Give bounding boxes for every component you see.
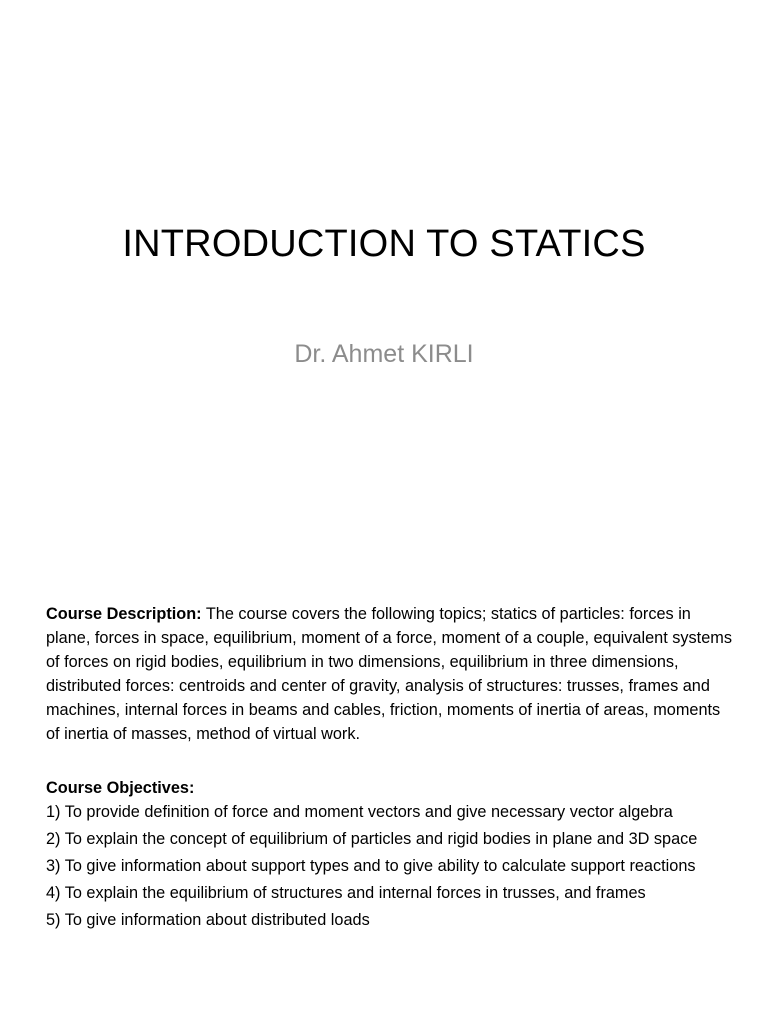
- course-description-text: The course covers the following topics; statics of particles: forces in plane, forces in space, equilibrium, moment of a force, moment of a couple, equivalent systems of forces on rigid bodies, equilibrium in two dimensions, equilibrium in three dimensions, distributed forces: centroids and center of gravity, analysis of structures: trusses, frames and machines, internal forces in beams and cables, friction, moments of inertia of areas, moments of inertia of masses, method of virtual work.: [46, 605, 732, 743]
- objective-item: 1) To provide definition of force and moment vectors and give necessary vector algebra: [46, 803, 673, 821]
- objective-item: 2) To explain the concept of equilibrium of particles and rigid bodies in plane and 3D space: [46, 830, 698, 848]
- objective-item: 5) To give information about distributed loads: [46, 911, 370, 929]
- course-objectives-label: Course Objectives:: [46, 779, 195, 797]
- slide-title: INTRODUCTION TO STATICS: [122, 223, 646, 265]
- objective-item: 4) To explain the equilibrium of structures and internal forces in trusses, and frames: [46, 884, 646, 902]
- course-description-label: Course Description:: [46, 605, 202, 623]
- slide-author: Dr. Ahmet KIRLI: [294, 340, 474, 368]
- course-description: [46, 602, 736, 746]
- objective-item: 3) To give information about support types and to give ability to calculate support reactions: [46, 857, 696, 875]
- course-info: [46, 602, 736, 935]
- section-spacer: [46, 746, 736, 776]
